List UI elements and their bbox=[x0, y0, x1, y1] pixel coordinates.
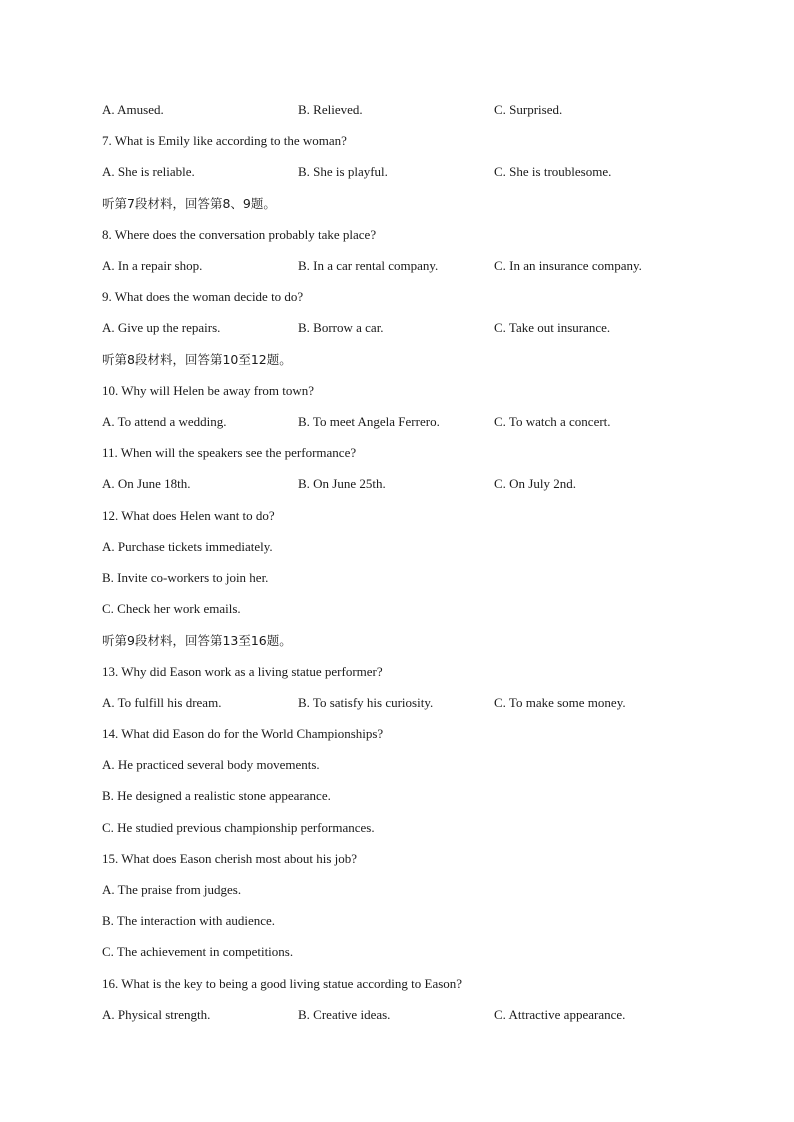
q14-option-b: B. He designed a realistic stone appearance. bbox=[102, 788, 331, 803]
q8-option-c: C. In an insurance company. bbox=[494, 258, 642, 273]
q11-option-c: C. On July 2nd. bbox=[494, 476, 576, 491]
section-9-instruction: 听第9段材料，回答第13至16题。 bbox=[102, 633, 292, 648]
q16-question: 16. What is the key to being a good living statue according to Eason? bbox=[102, 976, 463, 991]
q6-option-c: C. Surprised. bbox=[494, 102, 563, 117]
q7-option-c: C. She is troublesome. bbox=[494, 164, 612, 179]
q12-question: 12. What does Helen want to do? bbox=[102, 508, 275, 523]
q6-option-a: A. Amused. bbox=[102, 102, 164, 117]
q7-question: 7. What is Emily like according to the woman? bbox=[102, 133, 347, 148]
q9-question: 9. What does the woman decide to do? bbox=[102, 289, 304, 304]
q10-option-a: A. To attend a wedding. bbox=[102, 414, 227, 429]
q11-option-b: B. On June 25th. bbox=[298, 476, 386, 491]
q13-option-c: C. To make some money. bbox=[494, 695, 626, 710]
q7-option-a: A. She is reliable. bbox=[102, 164, 195, 179]
section-8-instruction: 听第8段材料，回答第10至12题。 bbox=[102, 352, 292, 367]
q15-option-a: A. The praise from judges. bbox=[102, 882, 242, 897]
q16-option-a: A. Physical strength. bbox=[102, 1007, 211, 1022]
q10-option-b: B. To meet Angela Ferrero. bbox=[298, 414, 440, 429]
q16-option-b: B. Creative ideas. bbox=[298, 1007, 391, 1022]
q14-option-c: C. He studied previous championship performances. bbox=[102, 820, 375, 835]
q15-option-b: B. The interaction with audience. bbox=[102, 913, 276, 928]
q14-question: 14. What did Eason do for the World Championships? bbox=[102, 726, 384, 741]
q16-option-c: C. Attractive appearance. bbox=[494, 1007, 626, 1022]
q14-option-a: A. He practiced several body movements. bbox=[102, 757, 320, 772]
q9-option-b: B. Borrow a car. bbox=[298, 320, 384, 335]
q9-option-c: C. Take out insurance. bbox=[494, 320, 611, 335]
q8-option-a: A. In a repair shop. bbox=[102, 258, 203, 273]
q6-option-b: B. Relieved. bbox=[298, 102, 363, 117]
q10-question: 10. Why will Helen be away from town? bbox=[102, 383, 315, 398]
q11-question: 11. When will the speakers see the performance? bbox=[102, 445, 357, 460]
q12-option-b: B. Invite co-workers to join her. bbox=[102, 570, 269, 585]
q10-option-c: C. To watch a concert. bbox=[494, 414, 611, 429]
q8-option-b: B. In a car rental company. bbox=[298, 258, 439, 273]
q7-option-b: B. She is playful. bbox=[298, 164, 388, 179]
q9-option-a: A. Give up the repairs. bbox=[102, 320, 221, 335]
q13-question: 13. Why did Eason work as a living statue performer? bbox=[102, 664, 383, 679]
q15-option-c: C. The achievement in competitions. bbox=[102, 944, 294, 959]
q13-option-b: B. To satisfy his curiosity. bbox=[298, 695, 434, 710]
q15-question: 15. What does Eason cherish most about his job? bbox=[102, 851, 358, 866]
q12-option-c: C. Check her work emails. bbox=[102, 601, 241, 616]
q13-option-a: A. To fulfill his dream. bbox=[102, 695, 222, 710]
section-7-instruction: 听第7段材料，回答第8、9题。 bbox=[102, 196, 276, 211]
q8-question: 8. Where does the conversation probably take place? bbox=[102, 227, 377, 242]
q12-option-a: A. Purchase tickets immediately. bbox=[102, 539, 273, 554]
q11-option-a: A. On June 18th. bbox=[102, 476, 191, 491]
